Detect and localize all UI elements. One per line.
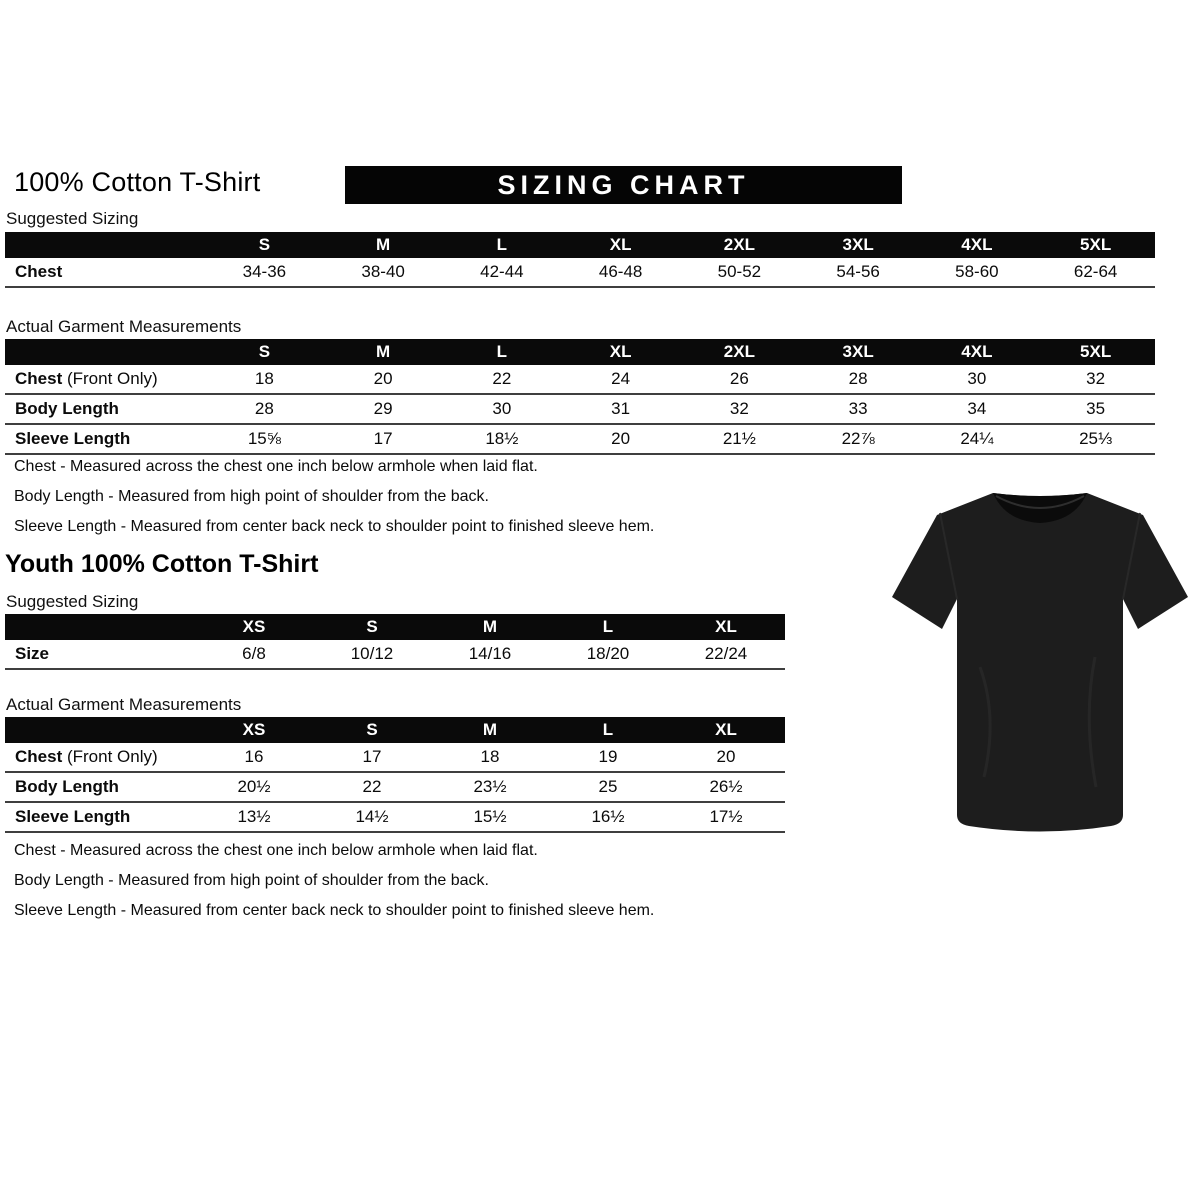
table-row-body-length (5, 772, 785, 802)
cell: 26½ (667, 772, 785, 802)
header-row (5, 232, 1155, 258)
column-header-3xl: 3XL (799, 232, 918, 258)
cell: 20 (561, 424, 680, 454)
cell: 24¼ (918, 424, 1037, 454)
cell: 42-44 (443, 258, 562, 287)
tshirt-graphic (890, 477, 1190, 837)
cell: 16½ (549, 802, 667, 832)
cell: 18 (431, 743, 549, 772)
table-corner (5, 717, 195, 743)
cell: 35 (1036, 394, 1155, 424)
row-label: Chest (5, 258, 205, 287)
column-header-4xl: 4XL (918, 339, 1037, 365)
table-row-body-length (5, 394, 1155, 424)
note-sleeve-length: Sleeve Length - Measured from center back neck to shoulder point to finished sleeve hem. (14, 902, 655, 919)
cell: 15⅝ (205, 424, 324, 454)
table-row-chest (5, 743, 785, 772)
column-header-5xl: 5XL (1036, 232, 1155, 258)
table-row-sleeve-length (5, 802, 785, 832)
column-header-xs: XS (195, 717, 313, 743)
youth-page-title: Youth 100% Cotton T-Shirt (5, 550, 319, 578)
youth-actual-measurements-table (5, 717, 785, 833)
table-corner (5, 614, 195, 640)
cell: 13½ (195, 802, 313, 832)
cell: 25 (549, 772, 667, 802)
adult-actual-section-label: Actual Garment Measurements (6, 317, 242, 336)
column-header-5xl: 5XL (1036, 339, 1155, 365)
column-header-l: L (443, 339, 562, 365)
sizing-chart-banner: SIZING CHART (345, 166, 902, 204)
cell: 58-60 (918, 258, 1037, 287)
column-header-xl: XL (667, 717, 785, 743)
table-row-size (5, 640, 785, 669)
row-label: Body Length (5, 772, 195, 802)
cell: 22/24 (667, 640, 785, 669)
table-row-chest (5, 365, 1155, 394)
cell: 54-56 (799, 258, 918, 287)
youth-actual-section-label: Actual Garment Measurements (6, 695, 242, 714)
column-header-xl: XL (561, 339, 680, 365)
cell: 23½ (431, 772, 549, 802)
cell: 24 (561, 365, 680, 394)
column-header-4xl: 4XL (918, 232, 1037, 258)
column-header-m: M (324, 339, 443, 365)
cell: 30 (443, 394, 562, 424)
cell: 18/20 (549, 640, 667, 669)
cell: 17 (313, 743, 431, 772)
cell: 28 (205, 394, 324, 424)
header-row (5, 614, 785, 640)
cell: 6/8 (195, 640, 313, 669)
cell: 29 (324, 394, 443, 424)
column-header-m: M (324, 232, 443, 258)
cell: 22 (443, 365, 562, 394)
cell: 18 (205, 365, 324, 394)
cell: 19 (549, 743, 667, 772)
table-corner (5, 232, 205, 258)
adult-actual-measurements-table (5, 339, 1155, 455)
note-chest: Chest - Measured across the chest one inch below armhole when laid flat. (14, 458, 538, 475)
column-header-m: M (431, 614, 549, 640)
cell: 25⅓ (1036, 424, 1155, 454)
adult-suggested-sizing-table (5, 232, 1155, 288)
column-header-3xl: 3XL (799, 339, 918, 365)
cell: 50-52 (680, 258, 799, 287)
cell: 17½ (667, 802, 785, 832)
cell: 17 (324, 424, 443, 454)
cell: 31 (561, 394, 680, 424)
cell: 28 (799, 365, 918, 394)
tshirt-body (892, 493, 1188, 832)
cell: 18½ (443, 424, 562, 454)
page-title: 100% Cotton T-Shirt (14, 167, 261, 197)
cell: 21½ (680, 424, 799, 454)
cell: 34 (918, 394, 1037, 424)
column-header-s: S (313, 614, 431, 640)
header-row (5, 339, 1155, 365)
cell: 20 (324, 365, 443, 394)
note-sleeve-length: Sleeve Length - Measured from center back neck to shoulder point to finished sleeve hem. (14, 518, 655, 535)
cell: 33 (799, 394, 918, 424)
cell: 14½ (313, 802, 431, 832)
cell: 16 (195, 743, 313, 772)
cell: 10/12 (313, 640, 431, 669)
note-body-length: Body Length - Measured from high point of shoulder from the back. (14, 488, 489, 505)
cell: 34-36 (205, 258, 324, 287)
column-header-xl: XL (561, 232, 680, 258)
youth-suggested-section-label: Suggested Sizing (6, 592, 139, 611)
column-header-m: M (431, 717, 549, 743)
cell: 38-40 (324, 258, 443, 287)
row-label: Body Length (5, 394, 205, 424)
cell: 30 (918, 365, 1037, 394)
column-header-2xl: 2XL (680, 232, 799, 258)
cell: 14/16 (431, 640, 549, 669)
cell: 32 (680, 394, 799, 424)
row-label: Sleeve Length (5, 802, 195, 832)
cell: 32 (1036, 365, 1155, 394)
row-label: Chest (Front Only) (5, 365, 205, 394)
adult-suggested-section-label: Suggested Sizing (6, 209, 139, 228)
cell: 62-64 (1036, 258, 1155, 287)
cell: 22 (313, 772, 431, 802)
row-label: Size (5, 640, 195, 669)
row-label: Chest (Front Only) (5, 743, 195, 772)
cell: 46-48 (561, 258, 680, 287)
youth-notes (14, 842, 654, 932)
column-header-xl: XL (667, 614, 785, 640)
column-header-l: L (549, 614, 667, 640)
header-row (5, 717, 785, 743)
cell: 26 (680, 365, 799, 394)
column-header-2xl: 2XL (680, 339, 799, 365)
table-corner (5, 339, 205, 365)
row-label: Sleeve Length (5, 424, 205, 454)
cell: 20 (667, 743, 785, 772)
note-chest: Chest - Measured across the chest one inch below armhole when laid flat. (14, 842, 538, 859)
cell: 20½ (195, 772, 313, 802)
note-body-length: Body Length - Measured from high point of shoulder from the back. (14, 872, 489, 889)
column-header-xs: XS (195, 614, 313, 640)
column-header-l: L (443, 232, 562, 258)
tshirt-image (890, 477, 1190, 837)
column-header-s: S (205, 232, 324, 258)
column-header-s: S (205, 339, 324, 365)
cell: 15½ (431, 802, 549, 832)
table-row-sleeve-length (5, 424, 1155, 454)
youth-suggested-sizing-table (5, 614, 785, 670)
table-row-chest (5, 258, 1155, 287)
adult-notes (14, 458, 654, 548)
column-header-l: L (549, 717, 667, 743)
cell: 22⅞ (799, 424, 918, 454)
column-header-s: S (313, 717, 431, 743)
